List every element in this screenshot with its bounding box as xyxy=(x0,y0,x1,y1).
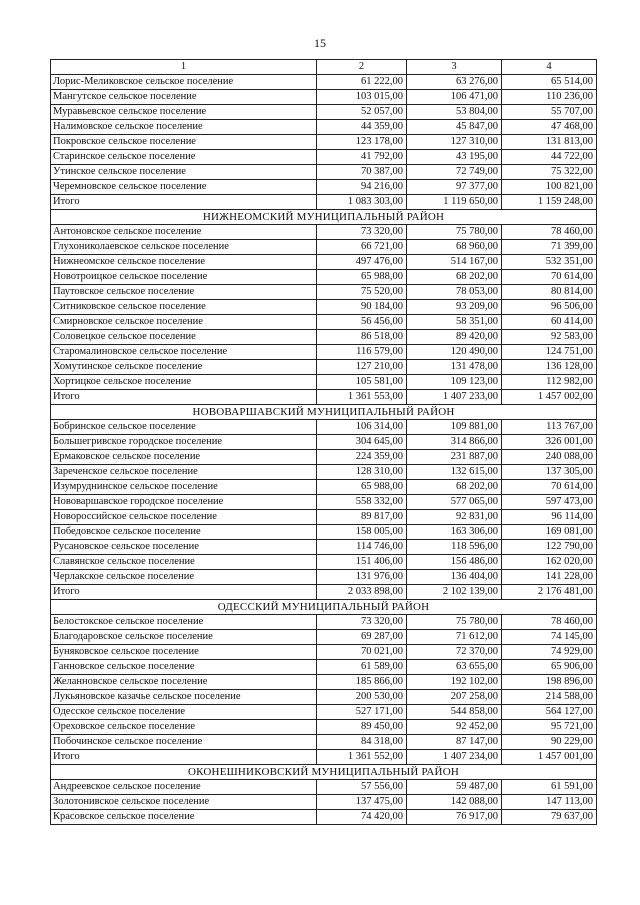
table-row xyxy=(51,300,597,315)
value-col-3: 142 088,00 xyxy=(407,795,502,810)
settlement-name: Победовское сельское поселение xyxy=(51,525,317,540)
value-col-3: 118 596,00 xyxy=(407,540,502,555)
settlement-name: Покровское сельское поселение xyxy=(51,135,317,150)
district-heading-row xyxy=(51,405,597,420)
value-col-3: 76 917,00 xyxy=(407,810,502,825)
value-col-2: 1 361 553,00 xyxy=(317,390,407,405)
table-row xyxy=(51,420,597,435)
settlement-name: Старомалиновское сельское поселение xyxy=(51,345,317,360)
value-col-4: 113 767,00 xyxy=(502,420,597,435)
settlement-name: Черемновское сельское поселение xyxy=(51,180,317,195)
settlement-name: Утинское сельское поселение xyxy=(51,165,317,180)
settlement-name: Хортицкое сельское поселение xyxy=(51,375,317,390)
budget-table xyxy=(50,59,597,825)
value-col-4: 78 460,00 xyxy=(502,615,597,630)
value-col-4: 74 145,00 xyxy=(502,630,597,645)
value-col-3: 89 420,00 xyxy=(407,330,502,345)
value-col-3: 514 167,00 xyxy=(407,255,502,270)
district-heading-row xyxy=(51,210,597,225)
value-col-4: 60 414,00 xyxy=(502,315,597,330)
value-col-4: 70 614,00 xyxy=(502,480,597,495)
value-col-2: 70 387,00 xyxy=(317,165,407,180)
value-col-4: 92 583,00 xyxy=(502,330,597,345)
value-col-4: 1 159 248,00 xyxy=(502,195,597,210)
value-col-2: 127 210,00 xyxy=(317,360,407,375)
value-col-4: 2 176 481,00 xyxy=(502,585,597,600)
settlement-name: Паутовское сельское поселение xyxy=(51,285,317,300)
table-row xyxy=(51,270,597,285)
table-row xyxy=(51,240,597,255)
table-row xyxy=(51,135,597,150)
value-col-4: 137 305,00 xyxy=(502,465,597,480)
value-col-3: 72 749,00 xyxy=(407,165,502,180)
table-row xyxy=(51,75,597,90)
value-col-2: 56 456,00 xyxy=(317,315,407,330)
value-col-2: 73 320,00 xyxy=(317,615,407,630)
table-row xyxy=(51,450,597,465)
value-col-2: 304 645,00 xyxy=(317,435,407,450)
value-col-3: 75 780,00 xyxy=(407,615,502,630)
district-heading: ОКОНЕШНИКОВСКИЙ МУНИЦИПАЛЬНЫЙ РАЙОН xyxy=(51,765,597,780)
settlement-name: Лукьяновское казачье сельское поселение xyxy=(51,690,317,705)
table-row xyxy=(51,90,597,105)
value-col-3: 106 471,00 xyxy=(407,90,502,105)
table-row xyxy=(51,525,597,540)
settlement-name: Муравьевское сельское поселение xyxy=(51,105,317,120)
settlement-name: Итого xyxy=(51,585,317,600)
value-col-3: 92 831,00 xyxy=(407,510,502,525)
settlement-name: Итого xyxy=(51,195,317,210)
value-col-2: 52 057,00 xyxy=(317,105,407,120)
value-col-4: 124 751,00 xyxy=(502,345,597,360)
value-col-4: 61 591,00 xyxy=(502,780,597,795)
value-col-2: 1 083 303,00 xyxy=(317,195,407,210)
value-col-4: 71 399,00 xyxy=(502,240,597,255)
settlement-name: Ганновское сельское поселение xyxy=(51,660,317,675)
value-col-4: 169 081,00 xyxy=(502,525,597,540)
table-row xyxy=(51,570,597,585)
value-col-4: 532 351,00 xyxy=(502,255,597,270)
table-row xyxy=(51,255,597,270)
value-col-3: 92 452,00 xyxy=(407,720,502,735)
value-col-4: 326 001,00 xyxy=(502,435,597,450)
total-row xyxy=(51,585,597,600)
settlement-name: Нижнеомское сельское поселение xyxy=(51,255,317,270)
table-row xyxy=(51,165,597,180)
table-row xyxy=(51,495,597,510)
table-row xyxy=(51,690,597,705)
value-col-2: 75 520,00 xyxy=(317,285,407,300)
table-row xyxy=(51,720,597,735)
settlement-name: Благодаровское сельское поселение xyxy=(51,630,317,645)
settlement-name: Лорис-Меликовское сельское поселение xyxy=(51,75,317,90)
settlement-name: Желанновское сельское поселение xyxy=(51,675,317,690)
column-header: 3 xyxy=(407,60,502,75)
settlement-name: Русановское сельское поселение xyxy=(51,540,317,555)
value-col-2: 74 420,00 xyxy=(317,810,407,825)
value-col-3: 109 881,00 xyxy=(407,420,502,435)
value-col-3: 45 847,00 xyxy=(407,120,502,135)
value-col-2: 61 222,00 xyxy=(317,75,407,90)
value-col-3: 68 960,00 xyxy=(407,240,502,255)
value-col-3: 78 053,00 xyxy=(407,285,502,300)
value-col-4: 75 322,00 xyxy=(502,165,597,180)
value-col-3: 1 407 233,00 xyxy=(407,390,502,405)
settlement-name: Славянское сельское поселение xyxy=(51,555,317,570)
value-col-4: 74 929,00 xyxy=(502,645,597,660)
total-row xyxy=(51,750,597,765)
value-col-2: 86 518,00 xyxy=(317,330,407,345)
value-col-3: 207 258,00 xyxy=(407,690,502,705)
value-col-3: 53 804,00 xyxy=(407,105,502,120)
value-col-4: 47 468,00 xyxy=(502,120,597,135)
table-row xyxy=(51,375,597,390)
value-col-3: 231 887,00 xyxy=(407,450,502,465)
value-col-2: 123 178,00 xyxy=(317,135,407,150)
settlement-name: Новороссийское сельское поселение xyxy=(51,510,317,525)
value-col-2: 114 746,00 xyxy=(317,540,407,555)
value-col-3: 577 065,00 xyxy=(407,495,502,510)
value-col-2: 116 579,00 xyxy=(317,345,407,360)
value-col-3: 156 486,00 xyxy=(407,555,502,570)
value-col-3: 43 195,00 xyxy=(407,150,502,165)
value-col-3: 1 119 650,00 xyxy=(407,195,502,210)
value-col-2: 1 361 552,00 xyxy=(317,750,407,765)
column-header: 4 xyxy=(502,60,597,75)
settlement-name: Налимовское сельское поселение xyxy=(51,120,317,135)
table-row xyxy=(51,615,597,630)
table-row xyxy=(51,540,597,555)
settlement-name: Старинское сельское поселение xyxy=(51,150,317,165)
value-col-2: 224 359,00 xyxy=(317,450,407,465)
value-col-4: 100 821,00 xyxy=(502,180,597,195)
value-col-2: 497 476,00 xyxy=(317,255,407,270)
column-header: 1 xyxy=(51,60,317,75)
value-col-2: 128 310,00 xyxy=(317,465,407,480)
column-number-row xyxy=(51,60,597,75)
value-col-2: 158 005,00 xyxy=(317,525,407,540)
value-col-2: 66 721,00 xyxy=(317,240,407,255)
district-heading-row xyxy=(51,600,597,615)
settlement-name: Ермаковское сельское поселение xyxy=(51,450,317,465)
value-col-2: 57 556,00 xyxy=(317,780,407,795)
value-col-3: 93 209,00 xyxy=(407,300,502,315)
value-col-4: 96 506,00 xyxy=(502,300,597,315)
district-heading: НИЖНЕОМСКИЙ МУНИЦИПАЛЬНЫЙ РАЙОН xyxy=(51,210,597,225)
table-row xyxy=(51,360,597,375)
value-col-3: 163 306,00 xyxy=(407,525,502,540)
settlement-name: Большегривское городское поселение xyxy=(51,435,317,450)
settlement-name: Изумруднинское сельское поселение xyxy=(51,480,317,495)
value-col-4: 597 473,00 xyxy=(502,495,597,510)
value-col-2: 89 450,00 xyxy=(317,720,407,735)
value-col-3: 97 377,00 xyxy=(407,180,502,195)
value-col-4: 79 637,00 xyxy=(502,810,597,825)
value-col-4: 198 896,00 xyxy=(502,675,597,690)
value-col-3: 75 780,00 xyxy=(407,225,502,240)
table-row xyxy=(51,645,597,660)
value-col-2: 70 021,00 xyxy=(317,645,407,660)
settlement-name: Итого xyxy=(51,750,317,765)
total-row xyxy=(51,195,597,210)
table-row xyxy=(51,810,597,825)
value-col-2: 65 988,00 xyxy=(317,480,407,495)
value-col-2: 137 475,00 xyxy=(317,795,407,810)
value-col-4: 95 721,00 xyxy=(502,720,597,735)
value-col-4: 1 457 001,00 xyxy=(502,750,597,765)
settlement-name: Золотонивское сельское поселение xyxy=(51,795,317,810)
settlement-name: Черлакское сельское поселение xyxy=(51,570,317,585)
settlement-name: Хомутинское сельское поселение xyxy=(51,360,317,375)
table-row xyxy=(51,480,597,495)
district-heading: НОВОВАРШАВСКИЙ МУНИЦИПАЛЬНЫЙ РАЙОН xyxy=(51,405,597,420)
table-row xyxy=(51,510,597,525)
settlement-name: Зареченское сельское поселение xyxy=(51,465,317,480)
table-row xyxy=(51,315,597,330)
value-col-3: 1 407 234,00 xyxy=(407,750,502,765)
settlement-name: Андреевское сельское поселение xyxy=(51,780,317,795)
value-col-3: 68 202,00 xyxy=(407,480,502,495)
settlement-name: Буняковское сельское поселение xyxy=(51,645,317,660)
table-row xyxy=(51,735,597,750)
value-col-2: 65 988,00 xyxy=(317,270,407,285)
value-col-3: 109 123,00 xyxy=(407,375,502,390)
total-row xyxy=(51,390,597,405)
value-col-4: 564 127,00 xyxy=(502,705,597,720)
settlement-name: Антоновское сельское поселение xyxy=(51,225,317,240)
district-heading-row xyxy=(51,765,597,780)
value-col-3: 68 202,00 xyxy=(407,270,502,285)
settlement-name: Смирновское сельское поселение xyxy=(51,315,317,330)
table-row xyxy=(51,795,597,810)
value-col-4: 80 814,00 xyxy=(502,285,597,300)
settlement-name: Побочинское сельское поселение xyxy=(51,735,317,750)
value-col-4: 147 113,00 xyxy=(502,795,597,810)
settlement-name: Ореховское сельское поселение xyxy=(51,720,317,735)
settlement-name: Глухониколаевское сельское поселение xyxy=(51,240,317,255)
settlement-name: Одесское сельское поселение xyxy=(51,705,317,720)
value-col-2: 103 015,00 xyxy=(317,90,407,105)
table-row xyxy=(51,180,597,195)
value-col-2: 89 817,00 xyxy=(317,510,407,525)
value-col-3: 314 866,00 xyxy=(407,435,502,450)
value-col-3: 2 102 139,00 xyxy=(407,585,502,600)
settlement-name: Итого xyxy=(51,390,317,405)
value-col-4: 96 114,00 xyxy=(502,510,597,525)
table-row xyxy=(51,285,597,300)
table-row xyxy=(51,780,597,795)
value-col-4: 112 982,00 xyxy=(502,375,597,390)
table-row xyxy=(51,330,597,345)
value-col-4: 90 229,00 xyxy=(502,735,597,750)
settlement-name: Белостокское сельское поселение xyxy=(51,615,317,630)
value-col-3: 63 655,00 xyxy=(407,660,502,675)
value-col-4: 214 588,00 xyxy=(502,690,597,705)
table-row xyxy=(51,705,597,720)
table-row xyxy=(51,660,597,675)
value-col-4: 65 514,00 xyxy=(502,75,597,90)
value-col-2: 90 184,00 xyxy=(317,300,407,315)
value-col-4: 78 460,00 xyxy=(502,225,597,240)
value-col-4: 136 128,00 xyxy=(502,360,597,375)
value-col-4: 70 614,00 xyxy=(502,270,597,285)
value-col-4: 141 228,00 xyxy=(502,570,597,585)
value-col-2: 200 530,00 xyxy=(317,690,407,705)
table-row xyxy=(51,555,597,570)
value-col-4: 240 088,00 xyxy=(502,450,597,465)
value-col-4: 1 457 002,00 xyxy=(502,390,597,405)
settlement-name: Нововаршавское городское поселение xyxy=(51,495,317,510)
value-col-3: 120 490,00 xyxy=(407,345,502,360)
table-row xyxy=(51,225,597,240)
value-col-3: 71 612,00 xyxy=(407,630,502,645)
value-col-4: 122 790,00 xyxy=(502,540,597,555)
value-col-2: 41 792,00 xyxy=(317,150,407,165)
value-col-2: 106 314,00 xyxy=(317,420,407,435)
table-row xyxy=(51,630,597,645)
value-col-3: 132 615,00 xyxy=(407,465,502,480)
value-col-2: 2 033 898,00 xyxy=(317,585,407,600)
value-col-2: 69 287,00 xyxy=(317,630,407,645)
settlement-name: Новотроицкое сельское поселение xyxy=(51,270,317,285)
value-col-2: 131 976,00 xyxy=(317,570,407,585)
settlement-name: Мангутское сельское поселение xyxy=(51,90,317,105)
value-col-3: 127 310,00 xyxy=(407,135,502,150)
value-col-2: 94 216,00 xyxy=(317,180,407,195)
value-col-2: 151 406,00 xyxy=(317,555,407,570)
value-col-3: 136 404,00 xyxy=(407,570,502,585)
table-row xyxy=(51,120,597,135)
value-col-4: 65 906,00 xyxy=(502,660,597,675)
value-col-4: 131 813,00 xyxy=(502,135,597,150)
value-col-3: 131 478,00 xyxy=(407,360,502,375)
value-col-2: 61 589,00 xyxy=(317,660,407,675)
value-col-2: 105 581,00 xyxy=(317,375,407,390)
table-row xyxy=(51,465,597,480)
district-heading: ОДЕССКИЙ МУНИЦИПАЛЬНЫЙ РАЙОН xyxy=(51,600,597,615)
table-row xyxy=(51,675,597,690)
value-col-3: 63 276,00 xyxy=(407,75,502,90)
value-col-2: 44 359,00 xyxy=(317,120,407,135)
value-col-2: 84 318,00 xyxy=(317,735,407,750)
column-header: 2 xyxy=(317,60,407,75)
value-col-3: 87 147,00 xyxy=(407,735,502,750)
value-col-2: 558 332,00 xyxy=(317,495,407,510)
settlement-name: Красовское сельское поселение xyxy=(51,810,317,825)
settlement-name: Ситниковское сельское поселение xyxy=(51,300,317,315)
table-row xyxy=(51,105,597,120)
value-col-3: 72 370,00 xyxy=(407,645,502,660)
value-col-4: 44 722,00 xyxy=(502,150,597,165)
settlement-name: Бобринское сельское поселение xyxy=(51,420,317,435)
value-col-2: 73 320,00 xyxy=(317,225,407,240)
value-col-3: 192 102,00 xyxy=(407,675,502,690)
value-col-3: 58 351,00 xyxy=(407,315,502,330)
value-col-3: 544 858,00 xyxy=(407,705,502,720)
settlement-name: Соловецкое сельское поселение xyxy=(51,330,317,345)
table-row xyxy=(51,150,597,165)
value-col-4: 55 707,00 xyxy=(502,105,597,120)
value-col-2: 527 171,00 xyxy=(317,705,407,720)
value-col-2: 185 866,00 xyxy=(317,675,407,690)
value-col-4: 110 236,00 xyxy=(502,90,597,105)
table-row xyxy=(51,345,597,360)
page-number: 15 xyxy=(314,36,326,50)
table-body xyxy=(51,75,597,825)
value-col-3: 59 487,00 xyxy=(407,780,502,795)
value-col-4: 162 020,00 xyxy=(502,555,597,570)
table-row xyxy=(51,435,597,450)
